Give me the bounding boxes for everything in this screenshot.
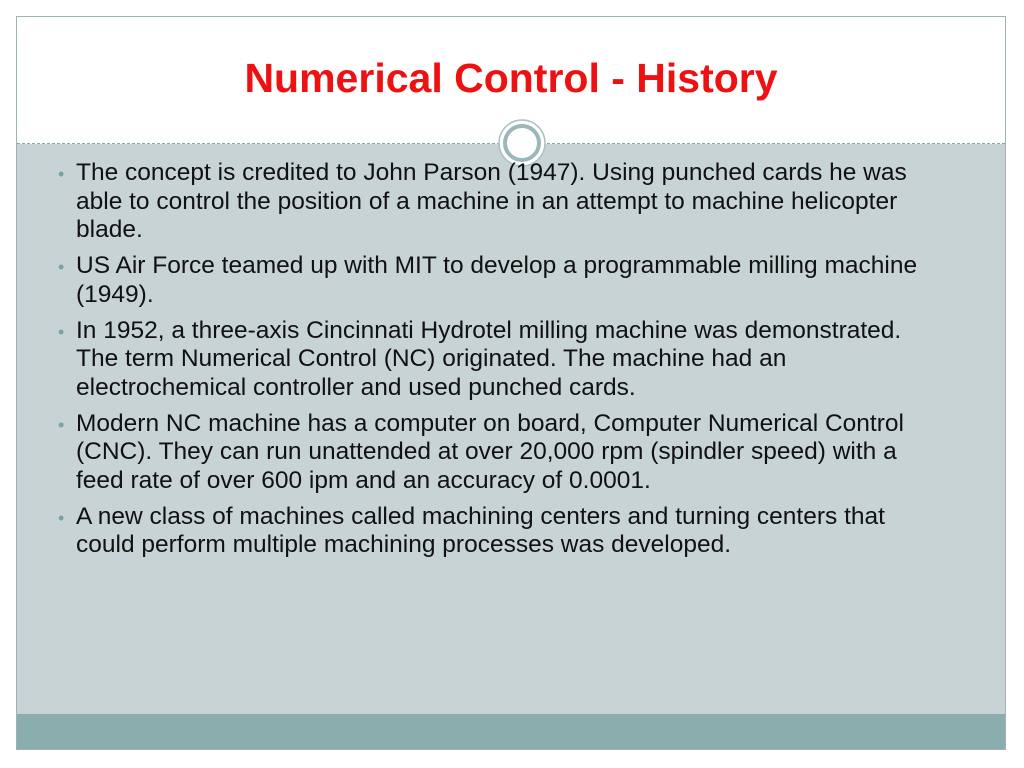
slide-title: Numerical Control - History	[244, 55, 778, 101]
bullet-item	[58, 159, 938, 245]
bullet-list	[58, 159, 938, 567]
bullet-dot: •	[58, 507, 65, 528]
bullet-text: In 1952, a three-axis Cincinnati Hydrotel milling machine was demonstrated. The term Numerical Control (NC) originated. The machine had an electrochemical controller and used punched cards.	[76, 316, 902, 401]
bullet-item	[58, 252, 938, 309]
bullet-item	[58, 317, 938, 403]
bullet-text: US Air Force teamed up with MIT to develop a programmable milling machine (1949).	[76, 252, 918, 308]
bullet-dot: •	[58, 164, 65, 184]
bullet-text: The concept is credited to John Parson (1947). Using punched cards he was able to control the position of a machine in an attempt to machine helicopter blade.	[76, 159, 907, 244]
bullet-dot: •	[58, 321, 65, 342]
bullet-item	[58, 503, 938, 560]
bullet-item	[58, 410, 938, 496]
bullet-dot: •	[58, 257, 65, 278]
bullet-dot: •	[58, 414, 65, 435]
footer-band	[17, 714, 1005, 749]
bullet-text: Modern NC machine has a computer on board, Computer Numerical Control (CNC). They can run unattended at over 20,000 rpm (spindler speed) with a feed rate of over 600 ipm and an accuracy of 0.0001.	[76, 409, 904, 495]
bullet-text: A new class of machines called machining centers and turning centers that could perform multiple machining processes was developed.	[76, 502, 885, 559]
